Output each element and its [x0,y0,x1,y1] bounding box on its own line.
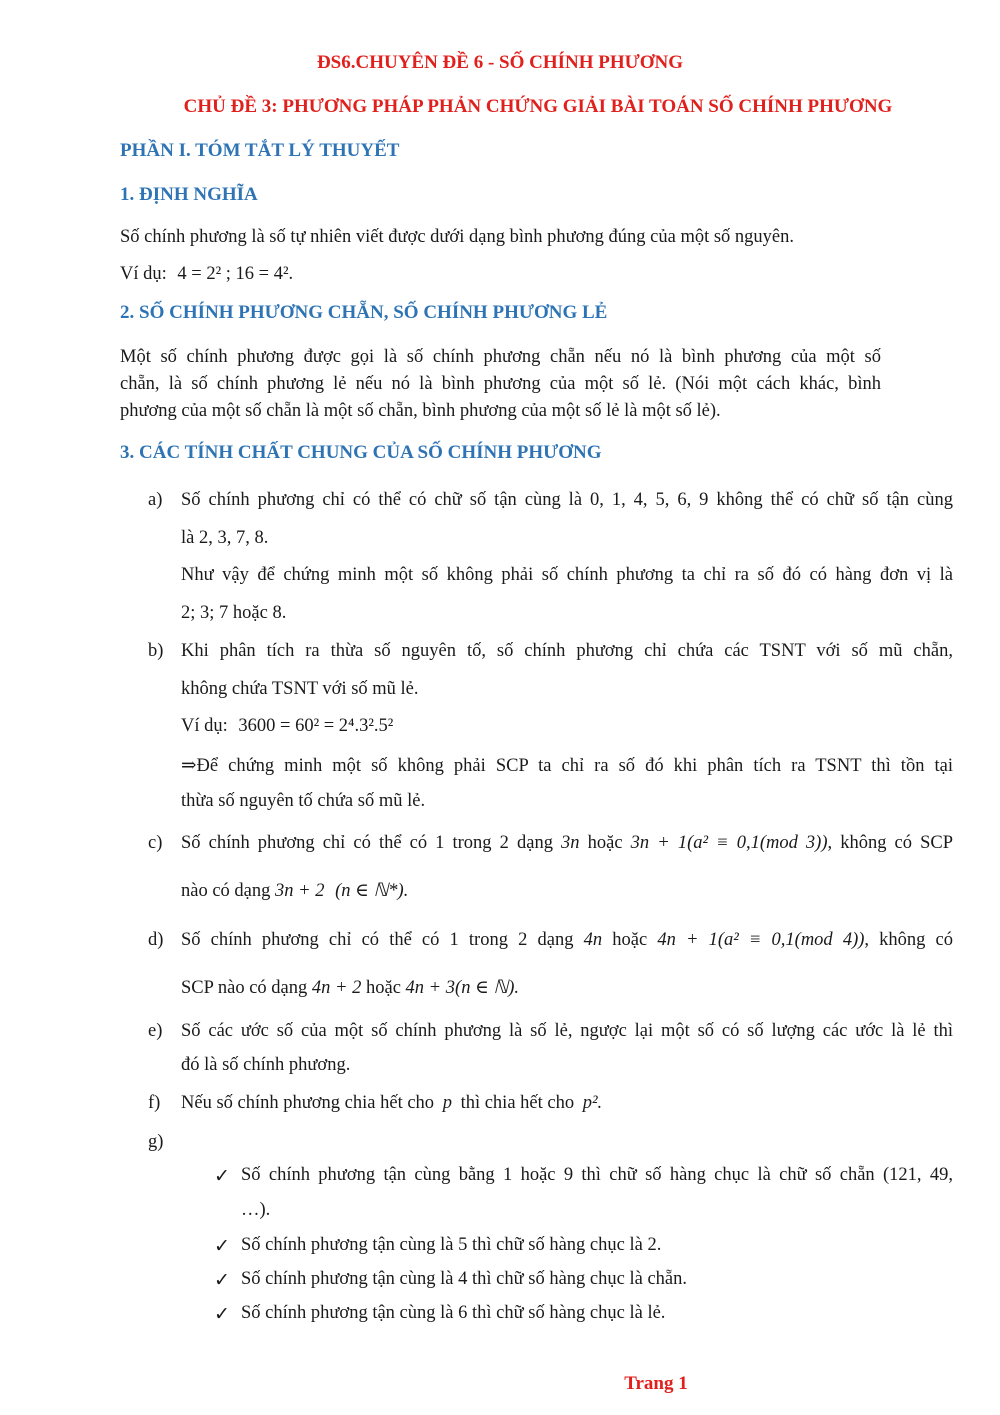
section-2-paragraph [120,344,881,425]
math-p-squared: p². [582,1093,603,1113]
example-math: 3600 = 60² = 2⁴.3².5² [238,716,394,736]
definition-text: Số chính phương là số tự nhiên viết được dưới dạng bình phương đúng của một số nguyên. [120,227,795,247]
checkmark-icon: ✓ [214,1304,230,1325]
checkmark-icon: ✓ [214,1166,230,1187]
document-title: ĐS6.CHUYÊN ĐỀ 6 - SỐ CHÍNH PHƯƠNG [316,52,684,73]
list-item: Số chính phương tận cùng là 4 thì chữ số hàng chục là chẵn. [241,1269,687,1289]
math-form: 4n + 3 [405,978,456,998]
item-d-line1: Số chính phương chỉ có thể có 1 trong 2 dạng 4n hoặc 4n + 1(a² ≡ 0,1(mod 4)), không có [181,930,954,950]
paragraph-line: Một số chính phương được gọi là số chính phương chẵn nếu nó là bình phương của một số [120,347,881,367]
item-label-e: e) [148,1021,163,1041]
item-label-a: a) [148,490,163,510]
paragraph-line: chẵn, là số chính phương lẻ nếu nó là bình phương của một số lẻ. (Nói một cách khác, bình [120,374,881,394]
item-e-line1: Số các ước số của một số chính phương là số lẻ, ngược lại một số có số lượng các ước là lẻ thì [181,1021,953,1041]
item-b-line4: thừa số nguyên tố chứa số mũ lẻ. [181,791,426,811]
item-a-line3: Như vậy để chứng minh một số không phải số chính phương ta chỉ ra số đó có hàng đơn vị là [181,565,953,585]
list-item: Số chính phương tận cùng bằng 1 hoặc 9 thì chữ số hàng chục là chữ số chẵn (121, 49, [241,1165,953,1185]
math-form: 4n [583,930,603,950]
item-b-line3: ⇒Để chứng minh một số không phải SCP ta chỉ ra số đó khi phân tích ra TSNT thì tồn tại [181,756,953,776]
example-label: Ví dụ: [120,264,167,284]
list-item: Số chính phương tận cùng là 5 thì chữ số hàng chục là 2. [241,1235,662,1255]
math-condition: (a² ≡ 0,1(mod 4)) [717,930,865,950]
list-item: Số chính phương tận cùng là 6 thì chữ số hàng chục là lẻ. [241,1303,666,1323]
item-a-line4: 2; 3; 7 hoặc 8. [181,603,287,623]
math-form: 3n + 2 [275,881,325,901]
item-label-f: f) [148,1093,161,1113]
checkmark-icon: ✓ [214,1270,230,1291]
math-form: 3n + 1 [630,833,688,853]
item-label-b: b) [148,641,164,661]
item-f-text: Nếu số chính phương chia hết cho p thì chia hết cho p². [181,1093,603,1113]
example-label: Ví dụ: [181,716,228,736]
part-heading: PHẦN I. TÓM TẮT LÝ THUYẾT [120,140,400,161]
item-a-line2: là 2, 3, 7, 8. [181,528,269,548]
math-condition: (a² ≡ 0,1(mod 3)) [687,833,828,853]
example-1 [120,264,293,285]
math-domain: (n ∈ ℕ). [455,978,519,998]
math-form: 4n + 2 [311,978,362,998]
item-label-c: c) [148,833,163,853]
item-c-line2: nào có dạng 3n + 2 (n ∈ ℕ*). [181,881,409,901]
math-domain: (n ∈ ℕ*). [335,881,409,901]
section-heading-2: 2. SỐ CHÍNH PHƯƠNG CHẴN, SỐ CHÍNH PHƯƠNG LẺ [120,302,608,323]
document-subtitle: CHỦ ĐỀ 3: PHƯƠNG PHÁP PHẢN CHỨNG GIẢI BÀI TOÁN SỐ CHÍNH PHƯƠNG [183,96,893,117]
example-math: 4 = 2² ; 16 = 4². [177,264,294,284]
page-number: Trang 1 [624,1373,688,1394]
item-c-line1: Số chính phương chỉ có thể có 1 trong 2 dạng 3n hoặc 3n + 1(a² ≡ 0,1(mod 3)), không có SCP [181,833,954,853]
section-heading-3: 3. CÁC TÍNH CHẤT CHUNG CỦA SỐ CHÍNH PHƯƠNG [120,442,602,463]
math-form: 4n + 1 [657,930,718,950]
checkmark-icon: ✓ [214,1236,230,1257]
implies-arrow: ⇒ [181,756,197,776]
item-label-d: d) [148,930,164,950]
item-b-line1: Khi phân tích ra thừa số nguyên tố, số chính phương chỉ chứa các TSNT với số mũ chẵn, [181,641,953,661]
item-a-line1: Số chính phương chỉ có thể có chữ số tận cùng là 0, 1, 4, 5, 6, 9 không thể có chữ số tận cùng [181,490,953,510]
item-b-example [181,716,393,737]
item-d-line2: SCP nào có dạng 4n + 2 hoặc 4n + 3(n ∈ ℕ). [181,978,519,998]
paragraph-line: phương của một số chẵn là một số chẵn, bình phương của một số lẻ là một số lẻ). [120,401,721,421]
item-label-g: g) [148,1132,164,1152]
math-form: 3n [561,833,580,853]
section-heading-1: 1. ĐỊNH NGHĨA [120,184,258,205]
item-b-line2: không chứa TSNT với số mũ lẻ. [181,679,419,699]
item-e-line2: đó là số chính phương. [181,1055,351,1075]
math-p: p [442,1093,452,1113]
list-item-continuation: …). [241,1200,271,1220]
